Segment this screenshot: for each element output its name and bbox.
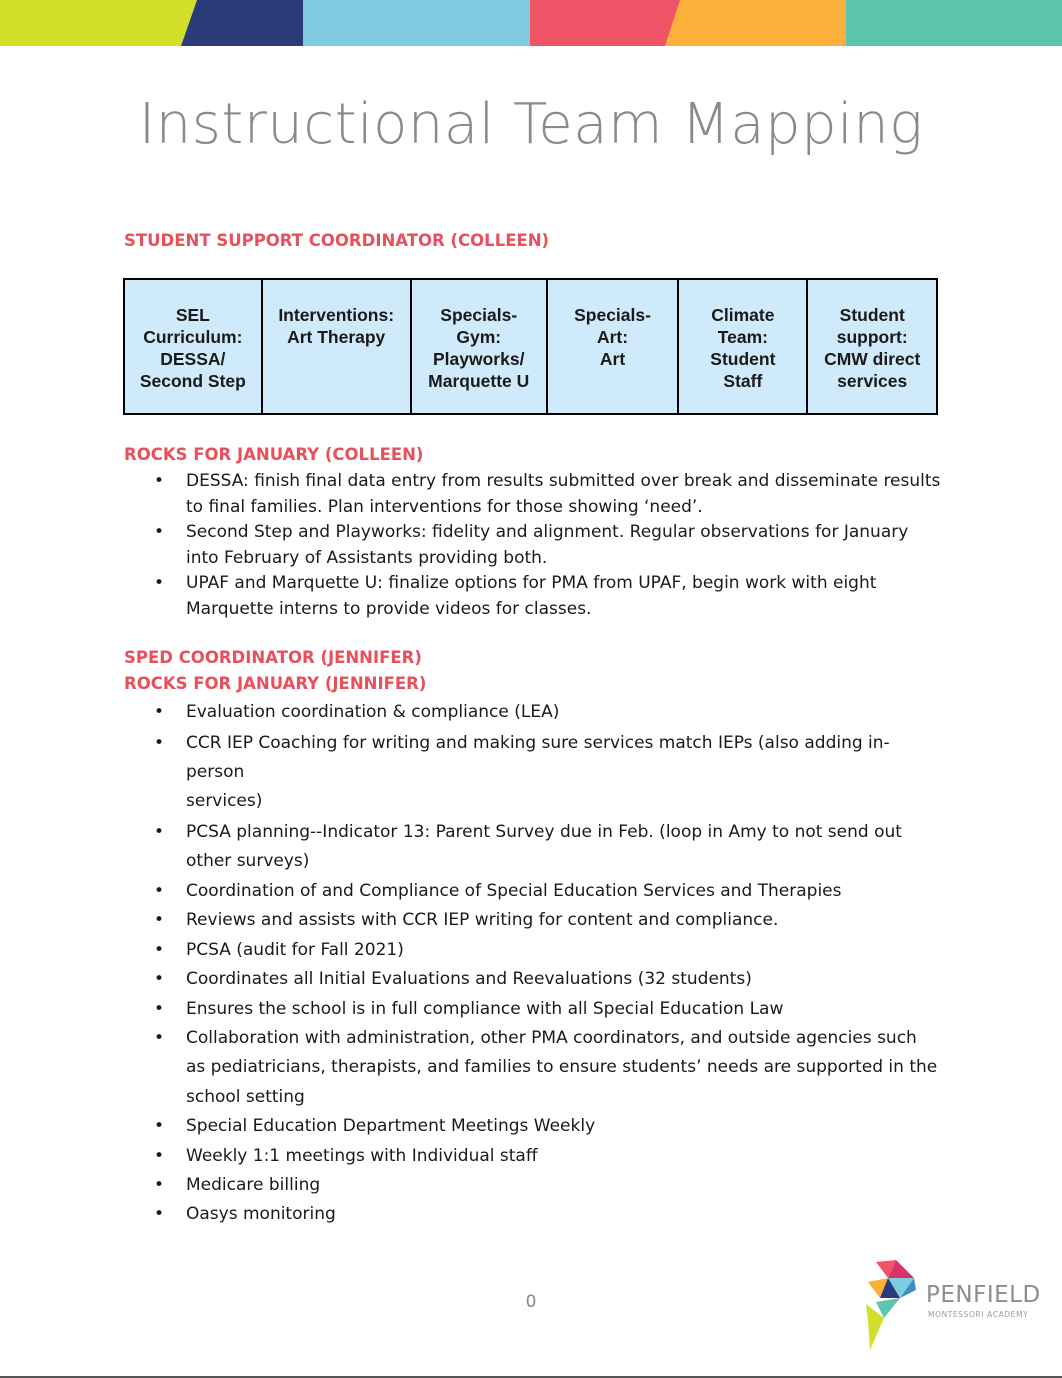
table-cell-student-support: Student support: CMW direct services — [807, 279, 937, 414]
list-item: • PCSA planning--Indicator 13: Parent Survey due in Feb. (loop in Amy to not send out other surveys) — [154, 822, 902, 871]
table-cell-climate-team: Climate Team: Student Staff — [678, 279, 807, 414]
table-cell-sel: SEL Curriculum: DESSA/ Second Step — [124, 279, 262, 414]
table-cell-specials-gym: Specials- Gym: Playworks/ Marquette U — [411, 279, 547, 414]
logo-tagline: MONTESSORI ACADEMY — [928, 1310, 1029, 1319]
table-cell-interventions: Interventions: Art Therapy — [262, 279, 411, 414]
list-item: • Weekly 1:1 meetings with Individual staff — [154, 1145, 538, 1166]
rocks-heading-jennifer: ROCKS FOR JANUARY (JENNIFER) — [124, 674, 427, 693]
rocks-list-colleen — [124, 469, 944, 622]
list-item: • Coordinates all Initial Evaluations and Reevaluations (32 students) — [154, 969, 752, 990]
list-item: • Oasys monitoring — [154, 1204, 336, 1225]
list-item: • Collaboration with administration, other PMA coordinators, and outside agencies such as pediatricians, therapists, and families to ensure students’ needs are supported in the school setting — [154, 1028, 938, 1107]
list-item: • Medicare billing — [154, 1175, 321, 1196]
list-item: • Evaluation coordination & compliance (LEA) — [154, 702, 560, 722]
sped-duties-list — [124, 877, 944, 1230]
section-heading-student-support: STUDENT SUPPORT COORDINATOR (COLLEEN) — [124, 231, 550, 250]
list-item: • Special Education Department Meetings Weekly — [154, 1116, 596, 1137]
table-row — [124, 279, 937, 414]
logo-wordmark: PENFIELD — [926, 1282, 1041, 1308]
page-title: Instructional Team Mapping — [138, 92, 924, 157]
color-stripe-banner — [0, 0, 1062, 46]
stripe-segment-teal — [846, 0, 1062, 46]
list-item: • Second Step and Playworks: fidelity and alignment. Regular observations for January into February of Assistants providing both. — [154, 522, 909, 568]
list-item: • UPAF and Marquette U: finalize options for PMA from UPAF, begin work with eight Marquette interns to provide videos for classes. — [154, 573, 877, 619]
stripe-segment-lime — [0, 0, 197, 46]
rocks-heading-colleen: ROCKS FOR JANUARY (COLLEEN) — [124, 445, 424, 464]
table-cell-specials-art: Specials- Art: Art — [547, 279, 679, 414]
section-heading-sped-coordinator: SPED COORDINATOR (JENNIFER) — [124, 648, 422, 667]
stripe-segment-orange — [665, 0, 846, 46]
list-item: • PCSA (audit for Fall 2021) — [154, 939, 404, 960]
team-mapping-table — [123, 278, 938, 415]
page-number: 0 — [525, 1292, 537, 1312]
penfield-logo-icon — [866, 1260, 1036, 1356]
list-item: • Reviews and assists with CCR IEP writing for content and compliance. — [154, 910, 779, 931]
list-item: • DESSA: finish final data entry from results submitted over break and disseminate results to final families. Plan interventions for those showing ‘need’. — [154, 471, 941, 517]
rocks-list-jennifer — [124, 698, 944, 876]
list-item: • Ensures the school is in full compliance with all Special Education Law — [154, 998, 784, 1019]
stripe-segment-navy — [181, 0, 303, 46]
list-item: • CCR IEP Coaching for writing and making sure services match IEPs (also adding in-person services) — [154, 733, 890, 811]
list-item: • Coordination of and Compliance of Special Education Services and Therapies — [154, 881, 842, 901]
stripe-segment-coral — [530, 0, 680, 46]
stripe-segment-sky — [303, 0, 530, 46]
